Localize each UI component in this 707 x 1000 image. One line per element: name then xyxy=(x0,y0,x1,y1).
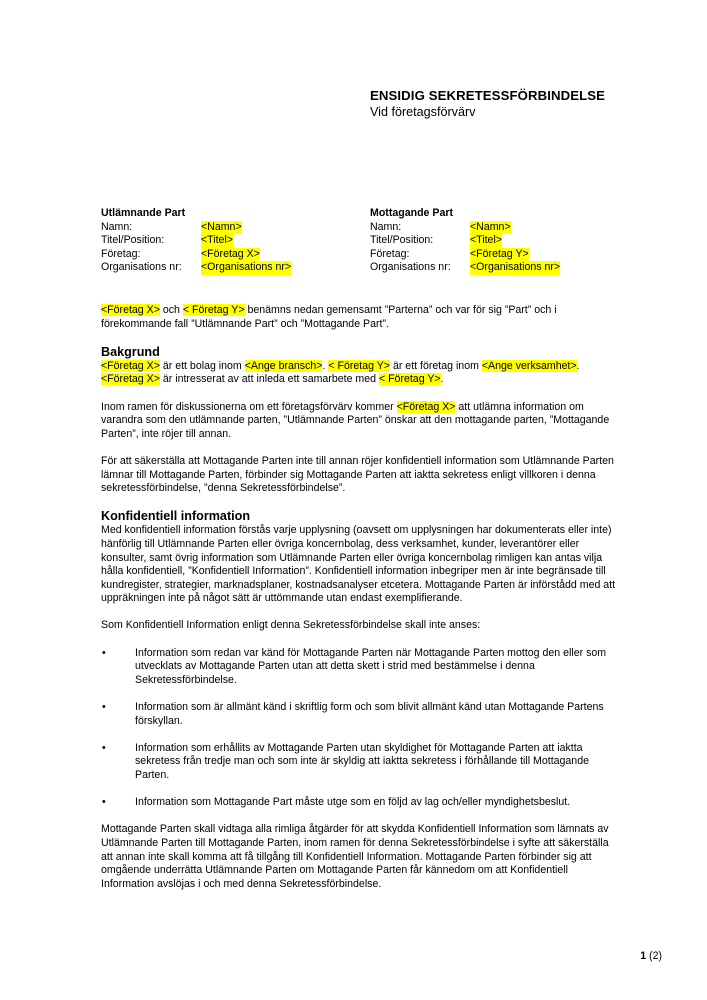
background-paragraph-1 xyxy=(101,360,616,387)
receiving-party-block xyxy=(370,207,560,275)
document-body xyxy=(101,304,616,905)
party-row-name xyxy=(370,221,560,235)
party-row-title xyxy=(101,234,291,248)
placeholder-field: <Namn> xyxy=(201,220,242,233)
field-label: Namn: xyxy=(101,220,133,233)
paragraph-text: Inom ramen för diskussionerna om ett företagsförvärv kommer xyxy=(101,400,397,413)
party-row-name xyxy=(101,221,291,235)
placeholder-field: <Företag X> xyxy=(101,304,160,316)
background-paragraph-3: För att säkerställa att Mottagande Parten inte till annan röjer konfidentiell information som Utlämnande Parten lämnar till Mottagande Parten, förbinder sig Mottagande Parten att iaktta sekretess enligt villkoren i denna sekretessförbindelse, ”denna Sekretessförbindelse”. xyxy=(101,454,614,495)
document-title: ENSIDIG SEKRETESSFÖRBINDELSE xyxy=(370,88,606,103)
list-item-text: Information som erhållits av Mottagande Parten utan skyldighet för Mottagande Parten att iaktta sekretess från tredje man och som inte är skyldig att iaktta sekretess i förhållande till Mottagande Parten. xyxy=(135,741,589,781)
placeholder-field: <Namn> xyxy=(470,220,511,233)
party-row-orgnr xyxy=(101,261,291,275)
field-label: Organisations nr: xyxy=(370,261,451,274)
confidential-paragraph-2: Som Konfidentiell Information enligt denna Sekretessförbindelse skall inte anses: xyxy=(101,619,481,632)
paragraph-text: och xyxy=(159,304,183,316)
paragraph-text: är intresserat av att inleda ett samarbete med xyxy=(159,373,379,386)
document-subtitle: Vid företagsförvärv xyxy=(370,105,476,119)
placeholder-field: <Organisations nr> xyxy=(201,261,292,274)
paragraph-text: . xyxy=(576,359,580,372)
list-item xyxy=(101,742,616,783)
placeholder-field: <Företag X> xyxy=(201,247,260,260)
placeholder-field: <Titel> xyxy=(470,234,502,247)
placeholder-field: <Ange bransch> xyxy=(244,359,323,372)
receiving-party-heading: Mottagande Part xyxy=(370,207,453,219)
field-label: Titel/Position: xyxy=(370,234,434,247)
placeholder-field: <Företag X> xyxy=(101,359,160,372)
document-header xyxy=(370,88,605,120)
confidential-paragraph-1: Med konfidentiell information förstås varje upplysning (oavsett om upplysningen har dokumenterats eller inte) hänförlig till Utlämnande Parten eller övriga koncernbolag, dess verksamhet, kunder, leverantörer eller konsulter, samt övrig information som Utlämnande Parten eller övriga koncernbolag rimligen kan antas vilja hålla konfidentiell, ”Konfidentiell Information”. Konfidentiell information inbegriper men är inte begränsade till kundregister, strategier, marknadsplaner, kostnadsanalyser etcetera. Mottagande Parten är införstådd med att uppräkningen inte på något sätt är uttömmande utan endast exemplifierande. xyxy=(101,524,616,605)
party-row-company xyxy=(101,248,291,262)
field-label: Företag: xyxy=(370,247,410,260)
exclusions-list xyxy=(101,647,616,810)
field-label: Företag: xyxy=(101,247,141,260)
page-number xyxy=(640,950,662,962)
paragraph-text: är ett företag inom xyxy=(390,359,482,372)
placeholder-field: < Företag Y> xyxy=(328,359,390,372)
section-heading-background: Bakgrund xyxy=(101,344,160,359)
list-item xyxy=(101,701,616,728)
confidential-paragraph-3: Mottagande Parten skall vidtaga alla rimliga åtgärder för att skydda Konfidentiell Information som lämnats av Utlämnande Parten till Mottagande Parten, inom ramen för denna Sekretessförbindelse i syfte att säkerställa att annan inte skall komma att få tillgång till Konfidentiell Information. Mottagande Parten förbinder sig att omgående underrätta Utlämnande Parten om Mottagande Parten får kännedom om att Konfidentiell Information avslöjas i och med denna Sekretessförbindelse. xyxy=(101,823,609,890)
list-item xyxy=(101,796,616,810)
list-item-text: Information som redan var känd för Mottagande Parten när Mottagande Parten mottog den eller som utvecklats av Mottagande Parten utan att detta skett i strid med bestämmelse i denna Sekretessförbindelse. xyxy=(135,646,607,686)
bullet-icon: • xyxy=(102,646,106,659)
list-item xyxy=(101,647,616,688)
intro-paragraph xyxy=(101,304,616,331)
paragraph-text: benämns nedan gemensamt ”Parterna” och var för sig ”Part” och i förekommande fall ”Utlämnande Part” och ”Mottagande Part”. xyxy=(101,304,557,330)
disclosing-party-block xyxy=(101,207,291,275)
bullet-icon: • xyxy=(102,741,106,754)
paragraph-text: är ett bolag inom xyxy=(159,359,245,372)
party-row-company xyxy=(370,248,560,262)
section-heading-confidential: Konfidentiell information xyxy=(101,509,251,524)
page-current: 1 xyxy=(640,950,647,962)
paragraph-text: att utlämna information om varandra som den utlämnande parten, ”Utlämnande Parten” önskar att den mottagande parten, ”Mottagande Parten”, inte röjer till annan. xyxy=(101,400,610,440)
background-paragraph-2 xyxy=(101,401,616,442)
party-row-title xyxy=(370,234,560,248)
disclosing-party-heading: Utlämnande Part xyxy=(101,207,186,219)
list-item-text: Information som Mottagande Part måste utge som en följd av lag och/eller myndighetsbeslut. xyxy=(135,796,571,809)
page-total: (2) xyxy=(649,950,662,962)
list-item-text: Information som är allmänt känd i skriftlig form och som blivit allmänt känd utan Mottagande Partens förskyllan. xyxy=(135,701,604,727)
field-label: Titel/Position: xyxy=(101,234,165,247)
placeholder-field: <Ange verksamhet> xyxy=(481,359,577,372)
placeholder-field: <Företag X> xyxy=(396,400,456,413)
paragraph-text: . xyxy=(440,373,444,386)
bullet-icon: • xyxy=(102,796,106,809)
field-label: Namn: xyxy=(370,220,402,233)
placeholder-field: <Företag X> xyxy=(101,373,160,386)
paragraph-text: . xyxy=(322,359,329,372)
placeholder-field: < Företag Y> xyxy=(378,373,441,386)
placeholder-field: < Företag Y> xyxy=(182,304,245,316)
field-label: Organisations nr: xyxy=(101,261,182,274)
placeholder-field: <Titel> xyxy=(201,234,233,247)
placeholder-field: <Organisations nr> xyxy=(470,261,561,274)
placeholder-field: <Företag Y> xyxy=(470,247,529,260)
party-row-orgnr xyxy=(370,261,560,275)
bullet-icon: • xyxy=(102,701,106,714)
